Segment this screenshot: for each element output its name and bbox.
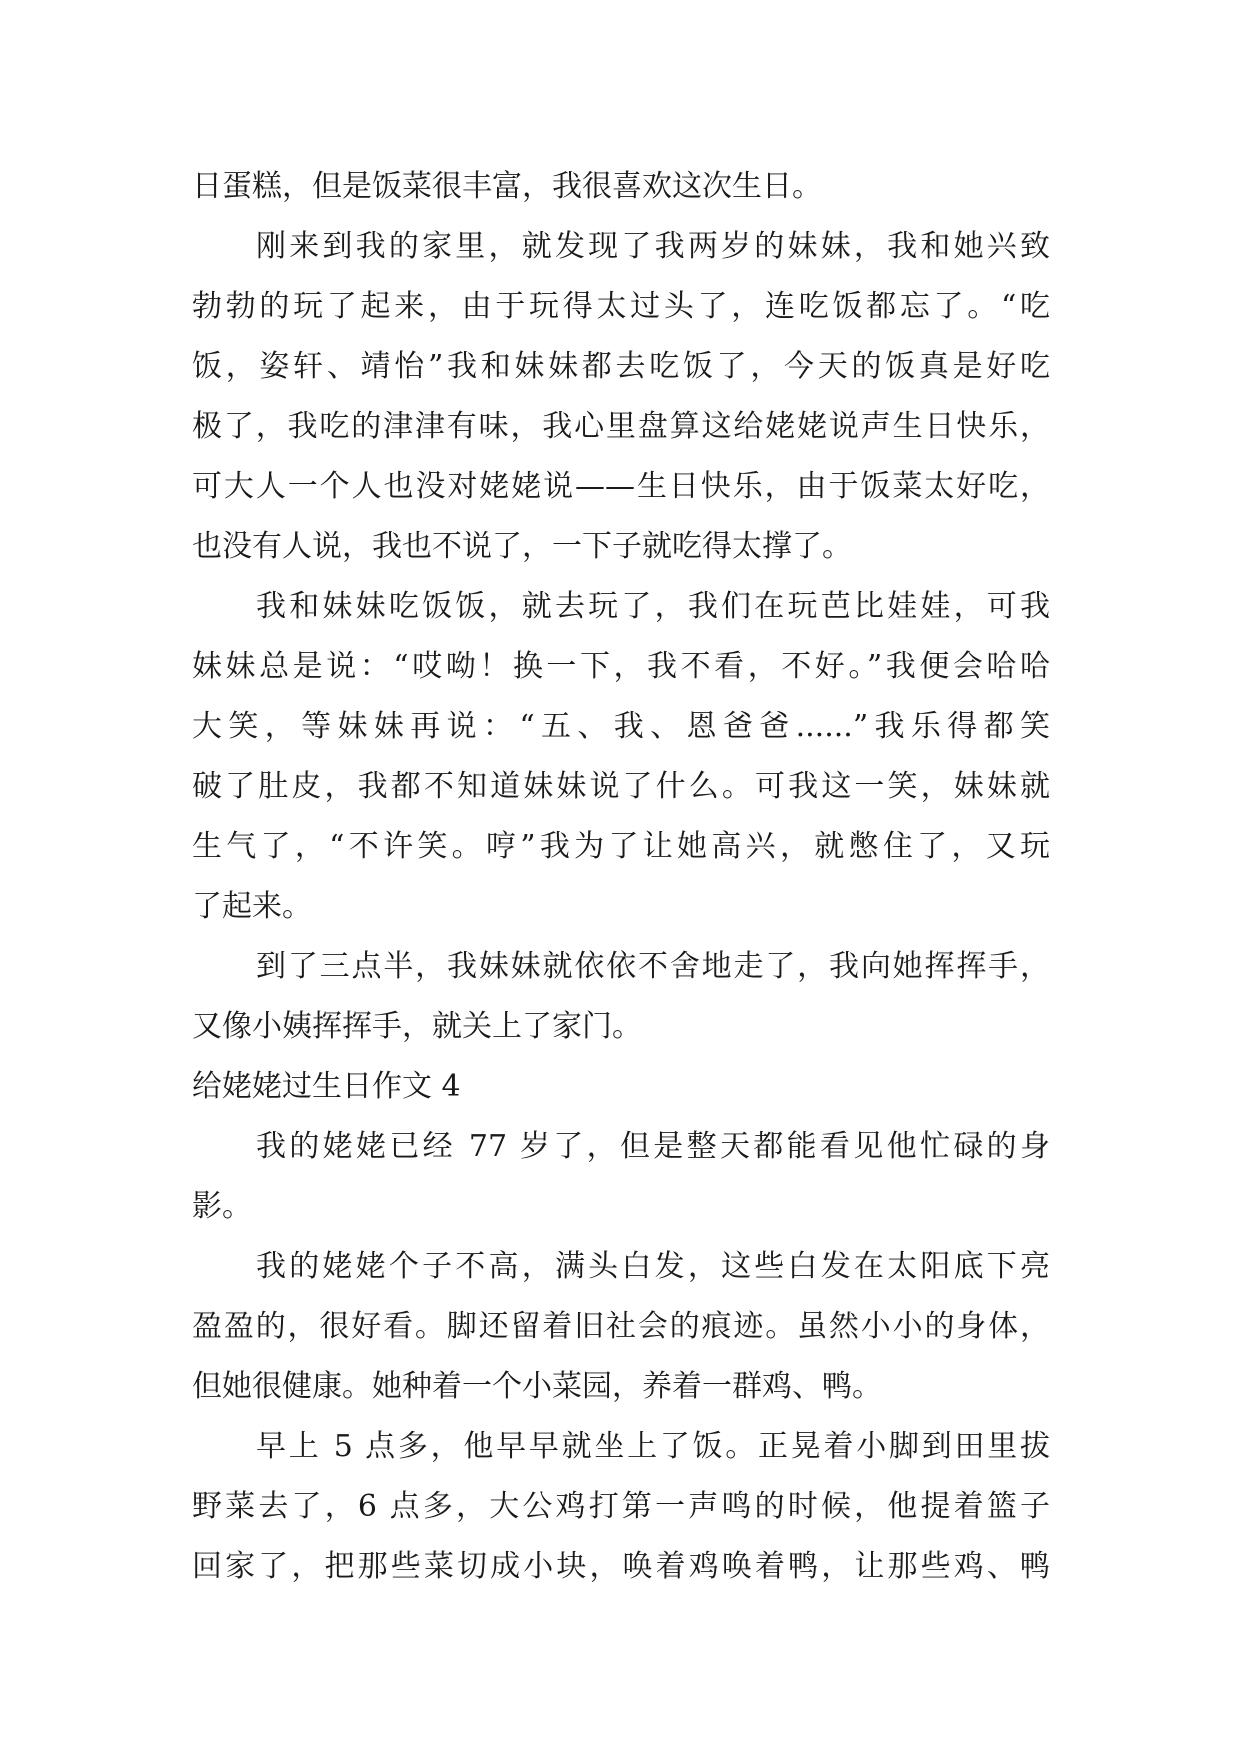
paragraph-line: 勃勃的玩了起来，由于玩得太过头了，连吃饭都忘了。“吃 bbox=[192, 289, 1050, 324]
section-heading-text: 给姥姥过生日作文 4 bbox=[192, 1069, 461, 1104]
paragraph-line: 又像小姨挥挥手，就关上了家门。 bbox=[192, 1009, 642, 1044]
paragraph bbox=[192, 1417, 1050, 1597]
paragraph-line: 到了三点半，我妹妹就依依不舍地走了，我向她挥挥手， bbox=[256, 949, 1050, 984]
paragraph bbox=[192, 1117, 1050, 1237]
paragraph-line: 早上 5 点多，他早早就坐上了饭。正晃着小脚到田里拔 bbox=[256, 1429, 1050, 1464]
paragraph bbox=[192, 577, 1050, 937]
section-heading bbox=[192, 1057, 1050, 1117]
paragraph-line: 我和妹妹吃饭饭，就去玩了，我们在玩芭比娃娃，可我 bbox=[256, 589, 1050, 624]
paragraph-line: 影。 bbox=[192, 1189, 252, 1224]
paragraph-line: 我的姥姥个子不高，满头白发，这些白发在太阳底下亮 bbox=[256, 1249, 1050, 1284]
paragraph-line: 妹妹总是说：“哎呦！换一下，我不看，不好。”我便会哈哈 bbox=[192, 649, 1050, 684]
paragraph-continued bbox=[192, 157, 1050, 217]
paragraph-line: 了起来。 bbox=[192, 889, 312, 924]
paragraph bbox=[192, 217, 1050, 577]
paragraph-line: 但她很健康。她种着一个小菜园，养着一群鸡、鸭。 bbox=[192, 1369, 882, 1404]
paragraph-line: 回家了，把那些菜切成小块，唤着鸡唤着鸭，让那些鸡、鸭 bbox=[192, 1549, 1050, 1584]
paragraph-line: 生气了，“不许笑。哼”我为了让她高兴，就憋住了，又玩 bbox=[192, 829, 1050, 864]
paragraph-line: 野菜去了，6 点多，大公鸡打第一声鸣的时候，他提着篮子 bbox=[192, 1489, 1050, 1524]
paragraph-line: 可大人一个人也没对姥姥说——生日快乐，由于饭菜太好吃， bbox=[192, 469, 1050, 504]
paragraph-line: 也没有人说，我也不说了，一下子就吃得太撑了。 bbox=[192, 529, 852, 564]
paragraph bbox=[192, 1237, 1050, 1417]
paragraph-line: 大笑，等妹妹再说：“五、我、恩爸爸......”我乐得都笑 bbox=[192, 709, 1050, 744]
paragraph bbox=[192, 937, 1050, 1057]
paragraph-line: 饭，姿轩、靖怡”我和妹妹都去吃饭了，今天的饭真是好吃 bbox=[192, 349, 1050, 384]
paragraph-line: 我的姥姥已经 77 岁了，但是整天都能看见他忙碌的身 bbox=[256, 1129, 1050, 1164]
paragraph-line: 破了肚皮，我都不知道妹妹说了什么。可我这一笑，妹妹就 bbox=[192, 769, 1050, 804]
paragraph-line: 极了，我吃的津津有味，我心里盘算这给姥姥说声生日快乐， bbox=[192, 409, 1050, 444]
document-body bbox=[192, 157, 1050, 1597]
paragraph-line: 盈盈的，很好看。脚还留着旧社会的痕迹。虽然小小的身体， bbox=[192, 1309, 1050, 1344]
paragraph-line: 刚来到我的家里，就发现了我两岁的妹妹，我和她兴致 bbox=[256, 229, 1050, 264]
paragraph-line: 日蛋糕，但是饭菜很丰富，我很喜欢这次生日。 bbox=[192, 169, 822, 204]
